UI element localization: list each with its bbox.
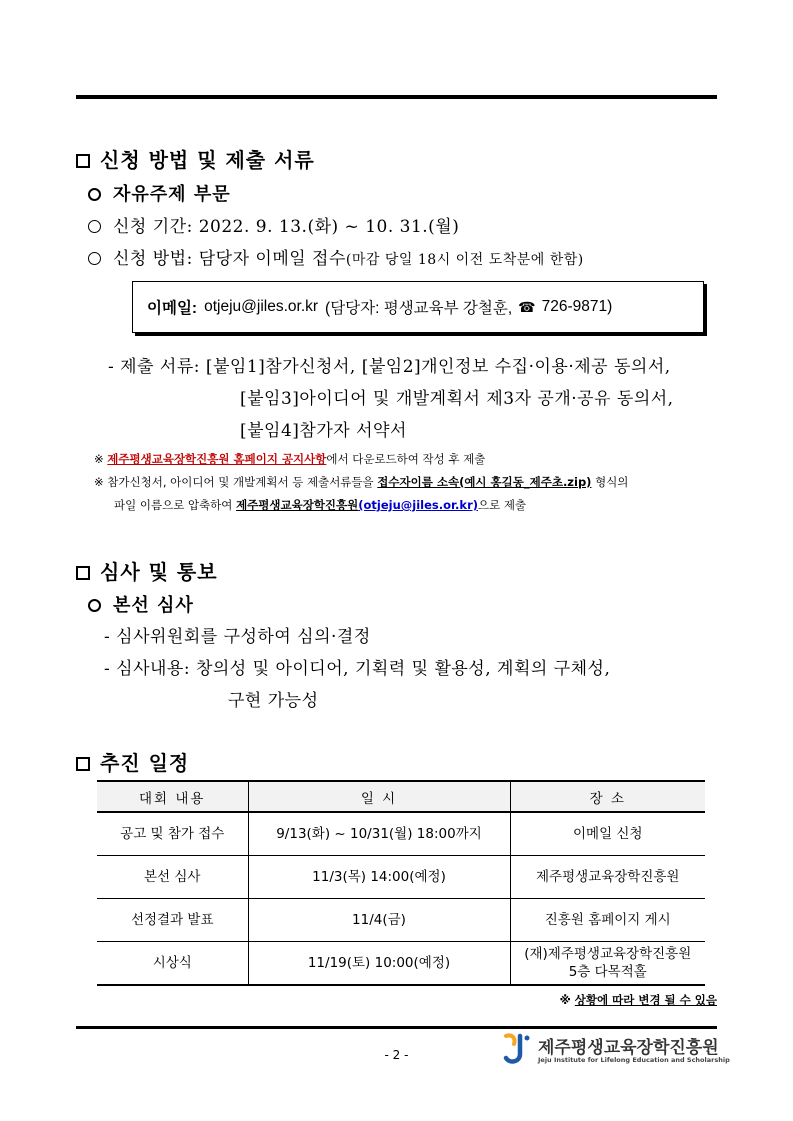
schedule-table	[97, 780, 705, 986]
schedule-change-note	[560, 992, 717, 1008]
cell-datetime: 11/19(토) 10:00(예정)	[248, 942, 510, 986]
review-item-2: - 심사내용: 창의성 및 아이디어, 기획력 및 활용성, 계획의 구체성,	[104, 659, 611, 679]
subsection-free-topic	[88, 180, 231, 206]
table-header-row	[97, 781, 705, 812]
cell-event: 공고 및 참가 접수	[97, 812, 248, 856]
apply-period-text: 신청 기간: 2022. 9. 13.(화) ~ 10. 31.(월)	[113, 217, 460, 237]
cell-datetime: 11/3(목) 14:00(예정)	[248, 856, 510, 899]
cell-datetime: 11/4(금)	[248, 899, 510, 942]
contact-person: (담당자: 평생교육부 강철훈,	[325, 300, 513, 317]
apply-method	[88, 244, 584, 269]
section-title-schedule	[76, 747, 189, 776]
section3-title-text: 추진 일정	[100, 751, 190, 775]
note-download	[94, 451, 485, 467]
docs-line-3: [붙임4]참가자 서약서	[240, 421, 407, 441]
note-compress-text: 파일 이름으로 압축하여	[114, 498, 233, 512]
square-bullet-icon	[76, 566, 90, 580]
subsection1-title-text: 자유주제 부문	[113, 184, 231, 205]
cell-datetime: 9/13(화) ~ 10/31(월) 18:00까지	[248, 812, 510, 856]
email-label: 이메일:	[147, 300, 198, 317]
note-filename-line2	[114, 497, 526, 513]
cell-place	[510, 942, 705, 986]
review-item-2-cont: 구현 가능성	[228, 691, 319, 711]
top-rule	[76, 95, 717, 99]
circle-bullet-icon	[88, 599, 101, 612]
org-name-english: Jeju Institute for Lifelong Education and Scholarship	[538, 1056, 730, 1064]
docs-line-2: [붙임3]아이디어 및 개발계획서 제3자 공개·공유 동의서,	[240, 389, 674, 409]
note-filename-line1	[94, 474, 628, 490]
cell-place: 제주평생교육장학진흥원	[510, 856, 705, 899]
cell-place: 진흥원 홈페이지 게시	[510, 899, 705, 942]
apply-period	[88, 212, 459, 237]
apply-method-text: 신청 방법: 담당자 이메일 접수	[113, 249, 346, 269]
section1-title-text: 신청 방법 및 제출 서류	[100, 148, 315, 172]
review-item-1: - 심사위원회를 구성하여 심의·결정	[104, 627, 371, 647]
note-mark: ※	[559, 993, 571, 1007]
homepage-notice-link[interactable]: 제주평생교육장학진흥원 홈페이지 공지사항	[107, 452, 327, 466]
org-logo-icon	[502, 1032, 532, 1066]
table-row	[97, 942, 705, 986]
phone-number: 726-9871)	[541, 298, 613, 315]
header-event: 대회 내용	[97, 781, 248, 812]
email-contact-box	[132, 281, 704, 333]
subsection2-title-text: 본선 심사	[113, 595, 194, 616]
email-address[interactable]: otjeju@jiles.or.kr	[204, 298, 319, 315]
cell-event: 선정결과 발표	[97, 899, 248, 942]
note-filename-suffix: 형식의	[595, 475, 629, 489]
note-mark: ※	[94, 452, 104, 466]
note-filename-text: 참가신청서, 아이디어 및 개발계획서 등 제출서류들을	[107, 475, 374, 489]
section-title-review	[76, 556, 218, 585]
email-link[interactable]: (otjeju@jiles.or.kr)	[358, 498, 479, 512]
apply-method-note: (마감 당일 18시 이전 도착분에 한함)	[345, 252, 584, 268]
cell-place-line2: 5층 다목적홀	[568, 964, 647, 980]
subsection-final-review	[88, 591, 194, 617]
bottom-rule	[76, 1026, 717, 1029]
schedule-change-text: 상황에 따라 변경 될 수 있음	[574, 993, 717, 1007]
org-name-bold: 제주평생교육장학진흥원	[236, 498, 359, 512]
docs-line-1: - 제출 서류: [붙임1]참가신청서, [붙임2]개인정보 수집·이용·제공 동의서,	[108, 357, 671, 377]
note-download-text: 에서 다운로드하여 작성 후 제출	[326, 452, 486, 466]
table-row	[97, 856, 705, 899]
cell-place: 이메일 신청	[510, 812, 705, 856]
page-number: - 2 -	[384, 1048, 409, 1062]
table-row	[97, 899, 705, 942]
cell-event: 시상식	[97, 942, 248, 986]
cell-event: 본선 심사	[97, 856, 248, 899]
cell-place-line1: (재)제주평생교육장학진흥원	[524, 945, 692, 962]
square-bullet-icon	[76, 757, 90, 771]
header-place: 장 소	[510, 781, 705, 812]
note-submit-text: 으로 제출	[478, 498, 527, 512]
square-bullet-icon	[76, 154, 90, 168]
note-mark: ※	[94, 475, 104, 489]
org-name: 제주평생교육장학진흥원	[538, 1038, 719, 1058]
circle-bullet-icon	[88, 188, 101, 201]
header-datetime: 일 시	[248, 781, 510, 812]
circle-bullet-icon	[88, 220, 101, 233]
filename-format: 접수자이름 소속(예시 홍길동_제주초.zip)	[377, 475, 592, 489]
phone-icon: ☎	[518, 298, 536, 315]
section-title-apply	[76, 144, 315, 173]
section2-title-text: 심사 및 통보	[100, 560, 218, 584]
table-row	[97, 812, 705, 856]
circle-bullet-icon	[88, 252, 101, 265]
